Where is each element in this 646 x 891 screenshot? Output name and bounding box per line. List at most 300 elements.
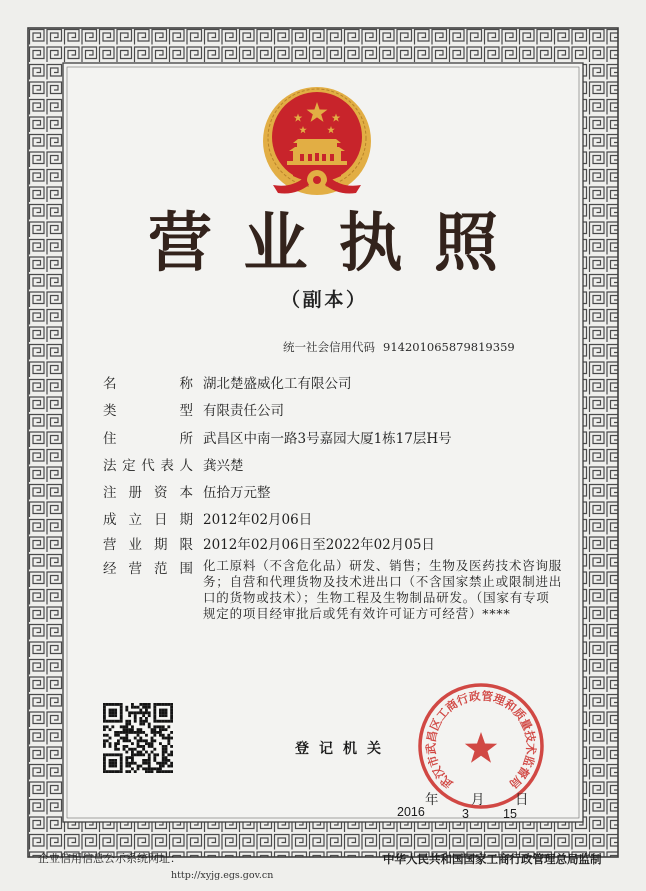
qr-module — [156, 770, 159, 773]
qr-module — [145, 751, 148, 754]
qr-module — [142, 703, 145, 706]
qr-module — [156, 720, 159, 723]
qr-module — [137, 706, 140, 709]
qr-module — [114, 720, 117, 723]
qr-module — [106, 770, 109, 773]
qr-module — [114, 745, 117, 748]
qr-module — [128, 723, 131, 726]
qr-module — [170, 737, 173, 740]
qr-module — [162, 759, 165, 762]
qr-module — [139, 703, 142, 706]
qr-module — [131, 725, 134, 728]
date-month: 3 — [462, 807, 469, 821]
qr-module — [111, 720, 114, 723]
qr-module — [162, 709, 165, 712]
qr-module — [165, 748, 168, 751]
seal-text: 武汉市武昌区工商行政管理和质量技术监督局 — [423, 688, 539, 792]
qr-module — [109, 711, 112, 714]
field-value-type: 有限责任公司 — [203, 403, 284, 419]
qr-module — [142, 759, 145, 762]
qr-module — [106, 753, 109, 756]
footer-system-label: 企业信用信息公示系统网址： — [38, 852, 181, 865]
qr-module — [103, 765, 106, 768]
qr-module — [125, 739, 128, 742]
qr-module — [131, 748, 134, 751]
qr-module — [103, 720, 106, 723]
qr-module — [109, 714, 112, 717]
qr-module — [142, 748, 145, 751]
qr-module — [145, 703, 148, 706]
qr-module — [145, 711, 148, 714]
qr-module — [156, 767, 159, 770]
qr-module — [103, 709, 106, 712]
field-label-name: 名称 — [103, 376, 193, 392]
qr-module — [120, 709, 123, 712]
field-value-legal-rep: 龚兴楚 — [203, 458, 244, 474]
qr-module — [142, 714, 145, 717]
qr-module — [106, 739, 109, 742]
qr-module — [114, 714, 117, 717]
qr-module — [117, 731, 120, 734]
qr-module — [170, 720, 173, 723]
qr-module — [162, 745, 165, 748]
qr-module — [165, 703, 168, 706]
qr-module — [125, 723, 128, 726]
qr-module — [148, 703, 151, 706]
qr-module — [131, 706, 134, 709]
qr-module — [167, 765, 170, 768]
qr-module — [117, 703, 120, 706]
qr-module — [139, 728, 142, 731]
qr-module — [148, 770, 151, 773]
qr-module — [125, 765, 128, 768]
qr-module — [114, 711, 117, 714]
qr-module — [148, 706, 151, 709]
qr-module — [165, 770, 168, 773]
qr-module — [162, 737, 165, 740]
field-value-established: 2012年02月06日 — [203, 512, 313, 528]
qr-module — [139, 723, 142, 726]
qr-module — [103, 714, 106, 717]
qr-module — [103, 770, 106, 773]
qr-module — [134, 714, 137, 717]
qr-module — [128, 748, 131, 751]
qr-module — [120, 725, 123, 728]
footer-url: http://xyjg.egs.gov.cn — [171, 870, 274, 881]
qr-module — [120, 717, 123, 720]
qr-module — [142, 745, 145, 748]
qr-module — [120, 711, 123, 714]
qr-module — [103, 753, 106, 756]
qr-module — [165, 751, 168, 754]
qr-module — [162, 770, 165, 773]
qr-module — [123, 745, 126, 748]
seal-star-icon — [465, 732, 497, 763]
qr-module — [148, 767, 151, 770]
qr-module — [125, 745, 128, 748]
qr-module — [148, 711, 151, 714]
credit-code-value: 914201065879819359 — [383, 340, 515, 354]
qr-module — [145, 759, 148, 762]
qr-module — [145, 770, 148, 773]
qr-module — [131, 753, 134, 756]
qr-module — [139, 720, 142, 723]
qr-module — [103, 767, 106, 770]
qr-module — [170, 709, 173, 712]
scope-line: 口的货物或技术）；生物工程及生物制品研发。（国家有专项 — [203, 590, 550, 605]
qr-module — [148, 756, 151, 759]
qr-module — [162, 751, 165, 754]
qr-module — [153, 748, 156, 751]
qr-module — [125, 720, 128, 723]
qr-module — [153, 731, 156, 734]
qr-module — [156, 762, 159, 765]
field-value-capital: 伍拾万元整 — [203, 485, 271, 501]
qr-module — [142, 767, 145, 770]
qr-module — [159, 765, 162, 768]
qr-module — [162, 725, 165, 728]
qr-module — [167, 770, 170, 773]
qr-module — [137, 751, 140, 754]
field-value-name: 湖北楚盛威化工有限公司 — [203, 376, 352, 392]
qr-module — [167, 753, 170, 756]
field-label-term: 营业期限 — [103, 537, 193, 553]
qr-module — [103, 703, 106, 706]
qr-module — [142, 723, 145, 726]
qr-module — [145, 709, 148, 712]
qr-module — [162, 734, 165, 737]
qr-module — [156, 753, 159, 756]
qr-module — [128, 739, 131, 742]
qr-module — [151, 731, 154, 734]
qr-module — [139, 717, 142, 720]
registration-authority-label: 登记机关 — [295, 741, 381, 757]
qr-module — [114, 762, 117, 765]
qr-module — [159, 711, 162, 714]
qr-module — [159, 709, 162, 712]
qr-module — [137, 765, 140, 768]
qr-module — [159, 762, 162, 765]
qr-module — [120, 737, 123, 740]
qr-module — [170, 765, 173, 768]
qr-module — [167, 725, 170, 728]
qr-module — [151, 745, 154, 748]
qr-module — [159, 728, 162, 731]
qr-module — [128, 728, 131, 731]
qr-module — [151, 739, 154, 742]
qr-module — [128, 756, 131, 759]
qr-module — [106, 720, 109, 723]
qr-module — [159, 742, 162, 745]
qr-module — [134, 706, 137, 709]
qr-module — [111, 703, 114, 706]
qr-module — [114, 748, 117, 751]
qr-module — [153, 767, 156, 770]
qr-module — [131, 728, 134, 731]
qr-module — [142, 753, 145, 756]
qr-module — [170, 703, 173, 706]
qr-module — [134, 720, 137, 723]
qr-module — [142, 762, 145, 765]
qr-module — [145, 767, 148, 770]
qr-module — [139, 709, 142, 712]
qr-module — [137, 728, 140, 731]
qr-module — [120, 759, 123, 762]
qr-module — [131, 742, 134, 745]
qr-module — [134, 770, 137, 773]
qr-module — [123, 739, 126, 742]
qr-module — [162, 748, 165, 751]
qr-module — [142, 739, 145, 742]
qr-module — [170, 753, 173, 756]
qr-module — [165, 745, 168, 748]
qr-module — [162, 762, 165, 765]
qr-module — [103, 734, 106, 737]
qr-module — [153, 717, 156, 720]
qr-module — [134, 731, 137, 734]
qr-module — [137, 731, 140, 734]
qr-module — [114, 709, 117, 712]
credit-code-row — [283, 339, 515, 355]
field-label-established: 成立日期 — [103, 512, 193, 528]
qr-module — [165, 714, 168, 717]
qr-module — [145, 734, 148, 737]
qr-module — [106, 703, 109, 706]
qr-module — [117, 753, 120, 756]
qr-module — [142, 720, 145, 723]
qr-module — [148, 745, 151, 748]
qr-module — [131, 756, 134, 759]
qr-module — [109, 728, 112, 731]
qr-module — [156, 703, 159, 706]
qr-module — [159, 714, 162, 717]
document-title: 营业执照 — [148, 206, 498, 281]
qr-module — [109, 745, 112, 748]
qr-module — [109, 737, 112, 740]
date-year-unit: 年 — [425, 792, 439, 808]
qr-module — [134, 717, 137, 720]
qr-module — [145, 706, 148, 709]
qr-module — [109, 703, 112, 706]
qr-module — [111, 709, 114, 712]
qr-module — [170, 711, 173, 714]
qr-module — [111, 770, 114, 773]
qr-module — [103, 706, 106, 709]
qr-module — [123, 728, 126, 731]
qr-module — [137, 745, 140, 748]
qr-module — [128, 731, 131, 734]
qr-module — [170, 731, 173, 734]
date-year: 2016 — [397, 805, 425, 819]
qr-module — [131, 759, 134, 762]
qr-module — [131, 751, 134, 754]
qr-module — [111, 725, 114, 728]
qr-module — [128, 711, 131, 714]
qr-module — [111, 762, 114, 765]
qr-module — [131, 767, 134, 770]
qr-module — [117, 748, 120, 751]
qr-module — [134, 748, 137, 751]
qr-module — [151, 770, 154, 773]
qr-module — [125, 706, 128, 709]
qr-module — [153, 706, 156, 709]
qr-module — [162, 720, 165, 723]
qr-module — [148, 765, 151, 768]
qr-module — [134, 762, 137, 765]
qr-module — [165, 737, 168, 740]
qr-module — [139, 739, 142, 742]
scope-line: 规定的项目经审批后或凭有效许可证方可经营）**** — [203, 606, 511, 621]
date-day-unit: 日 — [515, 792, 529, 808]
qr-module — [114, 734, 117, 737]
qr-module — [134, 753, 137, 756]
qr-module — [125, 709, 128, 712]
date-month-unit: 月 — [471, 792, 485, 808]
qr-module — [103, 728, 106, 731]
qr-module — [139, 751, 142, 754]
qr-module — [114, 770, 117, 773]
qr-module — [128, 765, 131, 768]
qr-module — [111, 714, 114, 717]
qr-module — [162, 765, 165, 768]
qr-module — [128, 714, 131, 717]
qr-module — [103, 739, 106, 742]
qr-module — [125, 762, 128, 765]
qr-module — [134, 737, 137, 740]
qr-module — [151, 751, 154, 754]
qr-module — [148, 742, 151, 745]
qr-module — [109, 742, 112, 745]
qr-module — [148, 714, 151, 717]
qr-module — [131, 711, 134, 714]
field-value-scope — [203, 558, 562, 622]
qr-module — [162, 711, 165, 714]
qr-module — [120, 706, 123, 709]
qr-module — [117, 720, 120, 723]
field-value-term: 2012年02月06日至2022年02月05日 — [203, 537, 435, 553]
qr-module — [153, 753, 156, 756]
qr-module — [145, 717, 148, 720]
qr-module — [103, 742, 106, 745]
qr-module — [117, 742, 120, 745]
qr-module — [142, 711, 145, 714]
qr-module — [159, 731, 162, 734]
qr-module — [170, 751, 173, 754]
qr-module — [123, 737, 126, 740]
qr-module — [148, 762, 151, 765]
qr-module — [114, 742, 117, 745]
scope-line: 务；自营和代理货物及技术进出口（不含国家禁止或限制进出 — [203, 574, 563, 589]
qr-module — [162, 753, 165, 756]
qr-module — [148, 725, 151, 728]
qr-module — [109, 720, 112, 723]
field-label-type: 类型 — [103, 403, 193, 419]
qr-module — [120, 756, 123, 759]
qr-module — [123, 731, 126, 734]
qr-module — [151, 767, 154, 770]
qr-module — [170, 706, 173, 709]
qr-module — [170, 745, 173, 748]
qr-module — [165, 762, 168, 765]
qr-module — [137, 711, 140, 714]
qr-module — [117, 734, 120, 737]
qr-module — [125, 756, 128, 759]
qr-module — [123, 748, 126, 751]
qr-module — [139, 753, 142, 756]
qr-module — [125, 751, 128, 754]
qr-module — [137, 742, 140, 745]
qr-module — [109, 762, 112, 765]
qr-module — [148, 759, 151, 762]
qr-module — [111, 753, 114, 756]
qr-module — [120, 767, 123, 770]
qr-module — [162, 703, 165, 706]
qr-module — [159, 770, 162, 773]
qr-module — [145, 720, 148, 723]
tiananmen-gate — [287, 139, 347, 165]
qr-module — [148, 723, 151, 726]
qr-module — [159, 703, 162, 706]
qr-module — [165, 756, 168, 759]
field-label-capital: 注册资本 — [103, 485, 193, 501]
qr-module — [109, 709, 112, 712]
qr-module — [139, 745, 142, 748]
qr-module — [103, 717, 106, 720]
qr-module — [170, 717, 173, 720]
qr-module — [153, 720, 156, 723]
qr-module — [125, 737, 128, 740]
qr-module — [109, 753, 112, 756]
qr-module — [111, 711, 114, 714]
qr-module — [162, 756, 165, 759]
qr-module — [167, 742, 170, 745]
qr-module — [159, 720, 162, 723]
qr-module — [153, 703, 156, 706]
qr-module — [153, 756, 156, 759]
scope-line: 化工原料（不含危化品）研发、销售；生物及医药技术咨询服 — [203, 558, 563, 573]
qr-module — [131, 703, 134, 706]
qr-module — [137, 753, 140, 756]
qr-module — [145, 742, 148, 745]
qr-module — [159, 767, 162, 770]
qr-module — [153, 734, 156, 737]
qr-module — [125, 759, 128, 762]
qr-module — [123, 725, 126, 728]
qr-module — [117, 770, 120, 773]
qr-module — [109, 770, 112, 773]
qr-module — [114, 759, 117, 762]
qr-module — [111, 759, 114, 762]
footer-supervisor: 中华人民共和国国家工商行政管理总局监制 — [383, 852, 602, 866]
qr-module — [142, 731, 145, 734]
qr-module — [137, 734, 140, 737]
qr-module — [139, 731, 142, 734]
qr-module — [165, 728, 168, 731]
qr-module — [159, 725, 162, 728]
qr-module — [167, 720, 170, 723]
gear-icon — [307, 170, 327, 190]
qr-module — [103, 711, 106, 714]
qr-module — [167, 734, 170, 737]
qr-module — [148, 753, 151, 756]
qr-module — [120, 765, 123, 768]
qr-module — [128, 770, 131, 773]
qr-module — [109, 759, 112, 762]
qr-module — [114, 765, 117, 768]
qr-module — [165, 711, 168, 714]
qr-module — [111, 765, 114, 768]
field-label-legal-rep: 法定代表人 — [103, 458, 193, 474]
